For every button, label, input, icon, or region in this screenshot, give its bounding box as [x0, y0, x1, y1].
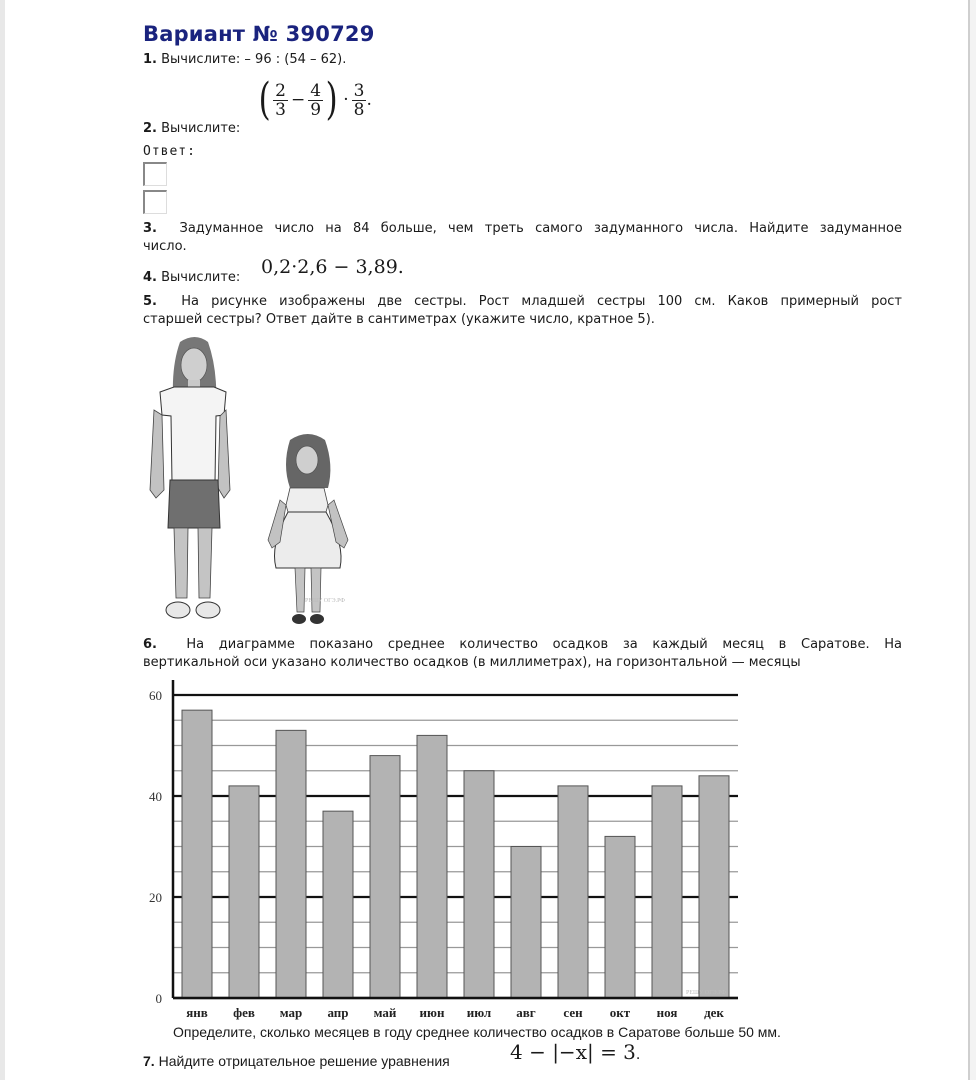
question-number: 1.	[143, 52, 157, 67]
sisters-illustration	[140, 330, 360, 630]
fraction: $\frac{3}{8}$	[353, 80, 365, 120]
bar-фев	[229, 786, 259, 998]
y-tick-label: 40	[149, 789, 162, 804]
answer-input[interactable]	[143, 162, 167, 186]
chart-watermark: РЕШУ ОГЭ.РФ	[686, 990, 727, 996]
answer-label: Ответ:	[143, 144, 196, 159]
question-6-prompt: Определите, сколько месяцев в году среднее количество осадков в Саратове больше 50 мм.	[173, 1024, 781, 1040]
x-axis-labels	[186, 1005, 724, 1020]
question-6: 6. На диаграмме показано среднее количество осадков за каждый месяц в Саратове. На вертикальной оси указано количество осадков (в миллиметрах), на горизонтальной — месяцы	[143, 637, 903, 670]
bar-ноя	[652, 786, 682, 998]
question-4-expression: 0,2·2,6 − 3,89.	[261, 256, 404, 278]
chart-bars	[182, 710, 729, 998]
older-sister	[150, 337, 230, 618]
y-tick-label: 0	[155, 991, 162, 1006]
watermark: РЕШУ ОГЭ.РФ	[305, 598, 346, 604]
x-tick-label: ноя	[656, 1005, 678, 1020]
bar-июл	[464, 771, 494, 998]
question-2-expression: ( $\frac{2}{3}$ − $\frac{4}{9}$ ) · $\frac{3}{8}$ .	[258, 74, 372, 125]
y-tick-label: 20	[149, 890, 162, 905]
fraction: $\frac{2}{3}$	[275, 80, 286, 120]
y-axis-ticks	[149, 688, 162, 1006]
x-tick-label: май	[373, 1005, 397, 1020]
left-paren: (	[258, 74, 271, 125]
x-tick-label: мар	[279, 1005, 303, 1020]
younger-sister	[268, 434, 348, 624]
bar-авг	[511, 847, 541, 999]
x-tick-label: фев	[233, 1005, 255, 1020]
y-tick-label: 60	[149, 688, 162, 703]
x-tick-label: июн	[419, 1005, 445, 1020]
bar-окт	[605, 836, 635, 998]
bar-апр	[323, 811, 353, 998]
question-2-label	[143, 121, 240, 137]
question-7: 7. Найдите отрицательное решение уравнения	[143, 1053, 450, 1069]
bar-сен	[558, 786, 588, 998]
x-tick-label: янв	[186, 1005, 208, 1020]
bar-мар	[276, 730, 306, 998]
question-4: 4. Вычислите:	[143, 270, 241, 285]
bar-июн	[417, 735, 447, 998]
question-number: 2.	[143, 121, 157, 136]
x-tick-label: авг	[516, 1005, 536, 1020]
x-tick-label: дек	[704, 1005, 724, 1020]
page-title: Вариант № 390729	[143, 22, 375, 46]
fraction: $\frac{4}{9}$	[310, 80, 322, 120]
x-tick-label: сен	[563, 1005, 583, 1020]
answer-input[interactable]	[143, 190, 167, 214]
question-3: 3. Задуманное число на 84 больше, чем треть самого задуманного числа. Найдите задуманное число.	[143, 221, 902, 254]
left-margin	[0, 0, 5, 1080]
question-label: Вычислите:	[161, 121, 241, 136]
right-paren: )	[325, 74, 338, 125]
question-1	[143, 52, 346, 68]
right-scroll-gutter	[970, 0, 976, 1080]
bar-дек	[699, 776, 729, 998]
bar-янв	[182, 710, 212, 998]
precipitation-bar-chart	[130, 680, 750, 1020]
question-5: 5. На рисунке изображены две сестры. Рост младшей сестры 100 см. Каков примерный рост старшей сестры? Ответ дайте в сантиметрах (укажите число, кратное 5).	[143, 294, 902, 327]
bar-май	[370, 756, 400, 998]
x-tick-label: апр	[327, 1005, 349, 1020]
question-7-equation: 4 − |−x| = 3.	[510, 1040, 641, 1064]
x-tick-label: окт	[609, 1005, 631, 1020]
x-tick-label: июл	[466, 1005, 492, 1020]
question-text: Вычислите: – 96 : (54 – 62).	[161, 52, 347, 67]
